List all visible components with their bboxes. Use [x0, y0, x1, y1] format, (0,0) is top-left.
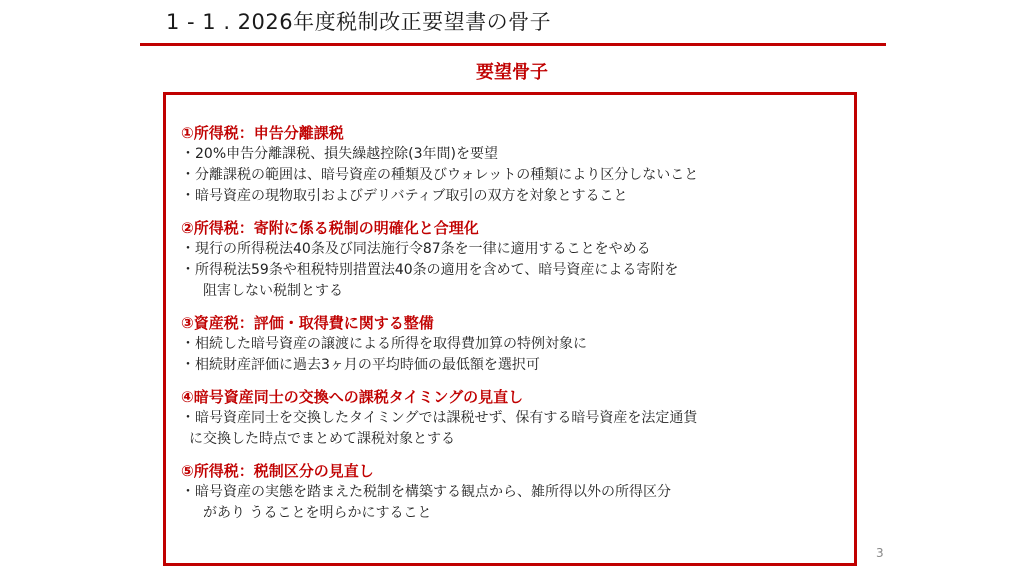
section-2 — [181, 217, 853, 302]
section-heading: ⑤所得税：税制区分の見直し — [181, 462, 374, 480]
bullet-line: ・暗号資産の実態を踏まえた税制を構築する観点から、雑所得以外の所得区分 — [181, 484, 671, 500]
bullet-line: ・相続した暗号資産の譲渡による所得を取得費加算の特例対象に — [181, 336, 587, 352]
section-heading: ③資産税：評価・取得費に関する整備 — [181, 314, 434, 332]
bullet-line: ・分離課税の範囲は、暗号資産の種類及びウォレットの種類により区分しないこと — [181, 167, 699, 183]
bullet-line: ・暗号資産同士を交換したタイミングでは課税せず、保有する暗号資産を法定通貨 — [181, 410, 698, 426]
section-heading: ④暗号資産同士の交換への課税タイミングの見直し — [181, 388, 524, 406]
bullet-line: ・20%申告分離課税、損失繰越控除(3年間)を要望 — [181, 146, 498, 162]
content-list — [181, 122, 853, 534]
bullet-continuation: 阻害しない税制とする — [203, 283, 343, 299]
bullet-continuation: に交換した時点でまとめて課税対象とする — [189, 431, 455, 447]
section-5 — [181, 460, 853, 524]
section-heading: ①所得税：申告分離課税 — [181, 124, 344, 142]
bullet-line: ・現行の所得税法40条及び同法施行令87条を一律に適用することをやめる — [181, 241, 651, 257]
bullet-line: ・暗号資産の現物取引およびデリバティブ取引の双方を対象とすること — [181, 188, 628, 204]
bullet-continuation: があり うることを明らかにすること — [203, 505, 432, 521]
section-heading: ②所得税：寄附に係る税制の明確化と合理化 — [181, 219, 479, 237]
section-3 — [181, 312, 853, 376]
section-4 — [181, 386, 853, 450]
title-underline — [140, 43, 886, 46]
bullet-line: ・相続財産評価に過去3ヶ月の平均時価の最低額を選択可 — [181, 357, 540, 373]
slide-subtitle: 要望骨子 — [476, 62, 548, 83]
section-1 — [181, 122, 853, 207]
bullet-line: ・所得税法59条や租税特別措置法40条の適用を含めて、暗号資産による寄附を — [181, 262, 679, 278]
page-number: 3 — [876, 546, 884, 560]
slide-title: 1 - 1 . 2026年度税制改正要望書の骨子 — [166, 10, 552, 34]
